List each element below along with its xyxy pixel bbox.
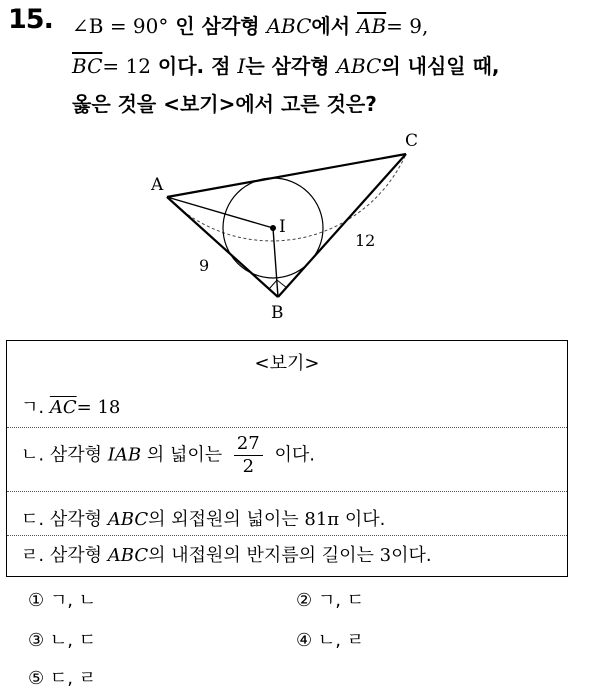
question-line-1	[72, 10, 428, 39]
incenter-point	[270, 225, 276, 231]
question-line-2	[72, 50, 500, 79]
bogi-item-4	[21, 541, 432, 567]
item-marker: ㄹ.	[21, 545, 45, 566]
item-text: 의 넓이는	[146, 444, 223, 466]
question-text: 에서	[311, 14, 351, 38]
side-ab	[167, 197, 278, 297]
fraction-numerator: 27	[234, 433, 263, 456]
choice-text: ㄴ, ㄹ	[317, 630, 365, 651]
item-value: 81π	[304, 509, 340, 530]
item-marker: ㄴ.	[21, 444, 45, 466]
bogi-item-3	[21, 505, 385, 531]
angle-b-expression: ∠B = 90°	[72, 14, 169, 38]
divider	[7, 491, 567, 492]
item-text: 이다.	[274, 444, 315, 466]
divider	[7, 427, 567, 428]
item-text: 의 외접원의 넓이는	[148, 509, 299, 530]
label-ab-length: 9	[199, 256, 210, 275]
segment-bi	[273, 228, 278, 297]
fraction-denominator: 2	[242, 456, 255, 477]
question-text: 는 삼각형	[245, 54, 330, 78]
item-text: 이다.	[391, 545, 432, 566]
segment-bc: $\overline{BC}$	[72, 54, 103, 78]
label-b: B	[271, 303, 284, 323]
side-bc	[278, 154, 406, 297]
label-a: A	[151, 175, 164, 195]
bogi-item-1	[21, 393, 120, 419]
question-text: 의 내심일 때,	[381, 54, 500, 78]
choice-number: ④	[296, 630, 313, 651]
point-i: I	[237, 54, 246, 78]
item-marker: ㄱ.	[21, 397, 45, 418]
item-text: 삼각형	[49, 509, 103, 530]
question-line-3: 옳은 것을 <보기>에서 고른 것은?	[72, 92, 377, 116]
choice-2[interactable]	[296, 586, 364, 612]
triangle-iab: IAB	[107, 444, 142, 466]
triangle-figure	[0, 120, 596, 330]
side-ac	[167, 154, 406, 197]
question-number: 15.	[8, 4, 53, 35]
item-value: 3	[379, 545, 392, 566]
choice-text: ㄱ, ㄷ	[317, 590, 365, 611]
choice-text: ㄴ, ㄷ	[49, 630, 97, 651]
item-text: 이다.	[344, 509, 386, 530]
triangle-name: ABC	[336, 54, 382, 78]
label-i: I	[279, 217, 286, 237]
choice-number: ③	[28, 630, 45, 651]
choice-5[interactable]	[28, 664, 96, 690]
segment-ab-value: = 9,	[386, 14, 429, 38]
choice-text: ㄷ, ㄹ	[49, 668, 97, 689]
item-text: 삼각형	[49, 444, 103, 466]
bogi-title: <보기>	[254, 353, 320, 374]
bogi-item-2	[21, 433, 315, 478]
triangle-abc: ABC	[107, 509, 149, 530]
triangle-name: ABC	[266, 14, 312, 38]
bogi-box	[6, 340, 568, 577]
question-text: 이다. 점	[157, 54, 231, 78]
choice-number: ⑤	[28, 668, 45, 689]
item-text: 의 내접원의 반지름의 길이는	[148, 545, 374, 566]
segment-bc-value: = 12	[102, 54, 151, 78]
fraction-27-over-2	[234, 433, 263, 478]
segment-ac: $\overline{AC}$	[49, 397, 77, 418]
item-marker: ㄷ.	[21, 509, 45, 530]
label-c: C	[405, 131, 419, 151]
choice-4[interactable]	[296, 626, 364, 652]
choice-text: ㄱ, ㄴ	[49, 590, 97, 611]
choice-3[interactable]	[28, 626, 96, 652]
choice-1[interactable]	[28, 586, 96, 612]
choice-number: ①	[28, 590, 45, 611]
divider	[7, 535, 567, 536]
segment-ab: $\overline{AB}$	[357, 14, 387, 38]
item-value: = 18	[76, 397, 121, 418]
triangle-abc: ABC	[107, 545, 149, 566]
question-text: 인 삼각형	[175, 14, 260, 38]
item-text: 삼각형	[49, 545, 103, 566]
label-bc-length: 12	[355, 231, 376, 250]
choice-number: ②	[296, 590, 313, 611]
